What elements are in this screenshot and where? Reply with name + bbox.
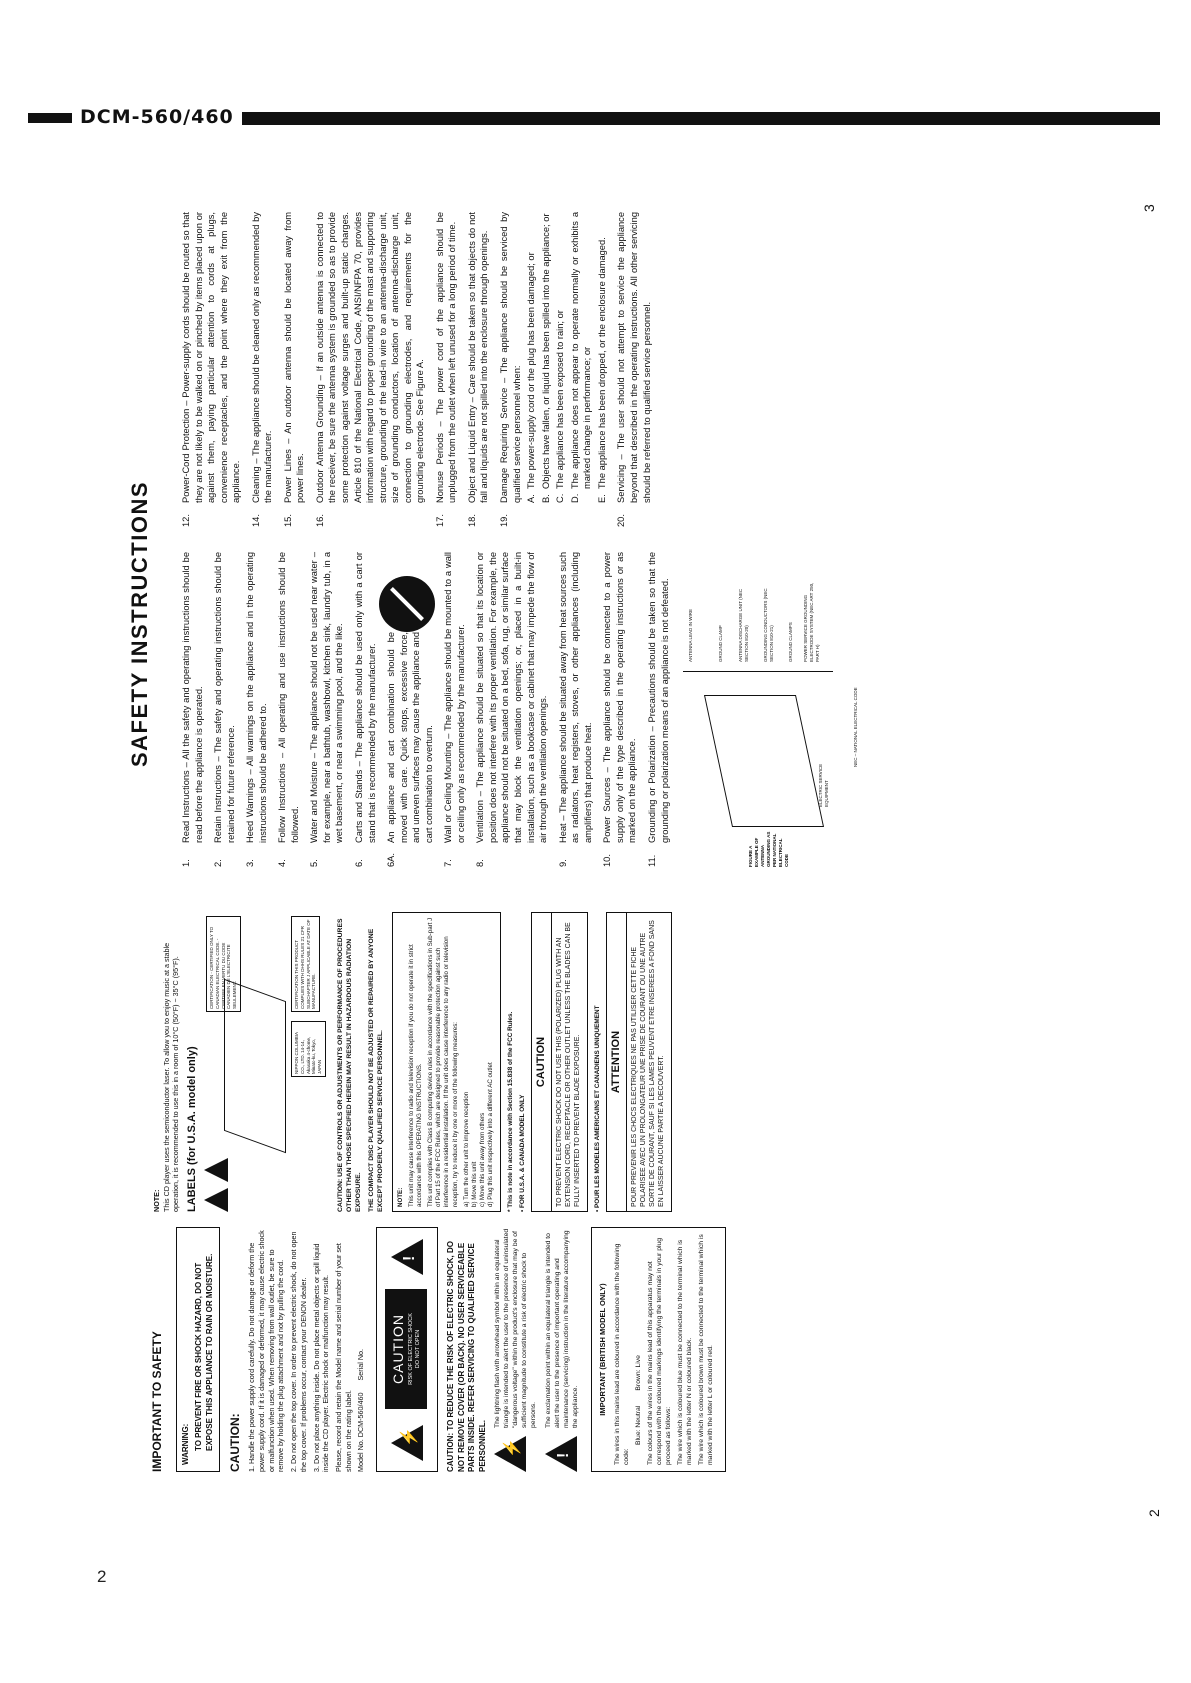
- british-title: IMPORTANT (BRITISH MODEL ONLY): [598, 1283, 608, 1416]
- lightning-explanation: [494, 1227, 539, 1472]
- safety-item: 6A. An appliance and cart combination should be moved with care. Quick stops, excessive force, and uneven surfaces may cause the appliance and cart combination to overturn.: [385, 552, 435, 867]
- safety-item: 20. Servicing – The user should not attempt to service the appliance beyond that described in the operating instructions. All other servicing should be referred to qualified service personnel.: [616, 212, 652, 527]
- important-title: IMPORTANT TO SAFETY: [150, 1331, 164, 1472]
- dhhs-label: CERTIFICATION THIS PRODUCT COMPLIES WITH DHHS RULES 21 CFR SUBCHAPTER J APPLICABLE AT DATE OF MANUFACTURE.: [291, 916, 321, 1012]
- safety-column-2: [180, 212, 660, 527]
- fcc-measure: d) Plug this unit respectively into a different AC outlet: [487, 1062, 495, 1207]
- caution-label-risk: RISK OF ELECTRIC SHOCK: [407, 1313, 414, 1385]
- french-attention-box: [606, 912, 671, 1212]
- fcc-measure: c) Move this unit away from others: [479, 1112, 487, 1207]
- damage-subitem: E. The appliance has been dropped, or the enclosure damaged.: [596, 237, 607, 503]
- fcc-measure: b) Move this unit: [471, 1161, 479, 1207]
- safety-item: 16. Outdoor Antenna Grounding – If an outside antenna is connected to the receiver, be sure the antenna system is grounded so as to provide some protection against voltage surges and built-up static charges. Article 810 of the National Electrical Code, ANSI/NFPA 70, provides information with regard to proper grounding of the mast and supporting structure, grounding of the lead-in wire to an antenna-discharge unit, size of grounding conductors, location of antenna-discharge unit, connection to grounding electrodes, and requirements for the grounding electrode. See Figure A.: [314, 212, 426, 527]
- exclamation-warning-icon: [204, 1158, 228, 1182]
- safety-item: 8. Ventilation – The appliance should be situated so that its location or position does not interfere with its proper ventilation. For example, the appliance should not be situated on a bed, sofa, rug, or similar surface that may block the ventilation openings; or, placed in a built-in installation, such as a bookcase or cabinet that may impede the flow of air through the ventilation openings.: [475, 552, 549, 867]
- caution-item: 3. Do not place anything inside. Do not place metal objects or spill liquid inside the CD player. Electric shock or malfunction may result.: [311, 1243, 331, 1472]
- damage-subitem: D. The appliance does not appear to operate normally or exhibits a marked change in performance; or: [569, 212, 593, 503]
- lightning-warning-icon: [204, 1188, 228, 1212]
- safety-item: 10. Power Sources – The appliance should be connected to a power supply only of the type described in the operating instructions or as marked on the appliance.: [602, 552, 638, 867]
- safety-item: 6. Carts and Stands – The appliance should be used only with a cart or stand that is recommended by the manufacturer.: [354, 552, 377, 867]
- header-bar-right: [242, 112, 1160, 125]
- labels-title: LABELS (for U.S.A. model only): [186, 1046, 199, 1212]
- figure-label: GROUNDING CONDUCTORS (NEC SECTION 810-21): [763, 588, 774, 662]
- fcc-note-title: NOTE:: [396, 1187, 404, 1207]
- figure-caption: FIGURE A EXAMPLE OF ANTENNA GROUNDING AS PER NATIONAL ELECTRICAL CODE: [748, 831, 789, 867]
- caution-label-do-not-open: DO NOT OPEN: [414, 1329, 421, 1369]
- warning-box: [176, 1227, 221, 1472]
- caution-item: 1. Handle the power supply cord carefully. Do not damage or deform the power supply cord. If it is damaged or deformed, it may cause electric shock or malfunction when used. When removing from wall outlet, be sure to remove by holding the plug attachment and not by pulling the cord.: [247, 1230, 286, 1472]
- figure-label: GROUND CLAMP: [718, 625, 724, 662]
- safety-item: 17. Nonuse Periods – The power cord of the appliance should be unplugged from the outlet when left unused for a long period of time.: [434, 212, 458, 527]
- antenna-grounding-figure: [678, 552, 868, 867]
- model-no: Model No. DCM-560/460: [356, 1392, 366, 1472]
- exclamation-text: The exclamation point within an equilateral triangle is intended to alert the user to the presence of important operating and maintenance (servicing) instruction in the literature accompanying the appliance.: [545, 1230, 580, 1428]
- lightning-warning-icon: ⚡: [391, 1425, 423, 1461]
- safety-item: 12. Power-Cord Protection – Power-supply cords should be routed so that they are not likely to be walked on or pinched by items placed upon or against them, paying particular attention to cords at plugs, convenience receptacles, and the point where they exit from the appliance.: [181, 212, 242, 527]
- player-label-diagram: [206, 912, 331, 1212]
- page-number-right: 3: [1141, 204, 1157, 212]
- exclamation-warning-icon: !: [545, 1436, 577, 1472]
- safety-list-1: [180, 552, 671, 867]
- exclamation-explanation: [545, 1227, 581, 1472]
- damage-subitem: C. The appliance has been exposed to rain; or: [555, 310, 566, 503]
- safety-item: 19. Damage Requiring Service – The appliance should be serviced by qualified service personnel when: A. The power-supply cord or the plug has been damaged; or B. Objects have fallen, or liquid has been spilled into the appliance; or C. The appliance has been exposed to rain; or D. The appliance does not appear to operate normally or exhibits a marked change in performance; or E. The appliance has been dropped, or the enclosure damaged.: [499, 212, 607, 527]
- figure-label: POWER SERVICE GROUNDING ELECTRODE SYSTEM (NEC ART 250, PART H): [803, 582, 820, 662]
- damage-subitem: A. The power-supply cord or the plug has been damaged; or: [526, 252, 537, 503]
- safety-item: 18. Object and Liquid Entry – Care should be taken so that objects do not fall and liquids are not spilled into the enclosure through openings.: [466, 212, 490, 527]
- certification-label: CERTIFICATION - CERTIFIED ONLY TO CANADIAN ELECTRICAL CODE. - CERTIFIE EN VERTU DU CODE CANADIEN DE L'ELECTRICITE SEULEMENT.: [206, 916, 242, 1012]
- french-title-text: POUR LES MODELES AMERICAINS ET CANADIENS UNIQUEMENT: [593, 1005, 601, 1208]
- british-p3: The wire which is coloured blue must be connected to the terminal which is marked with the letter N or coloured black.: [676, 1239, 693, 1465]
- safety-column-1: [180, 552, 868, 867]
- fcc-measure: a) Turn the other unit to improve reception: [462, 1091, 470, 1207]
- lightning-warning-icon: ⚡: [494, 1436, 526, 1472]
- shock-warning: CAUTION: TO REDUCE THE RISK OF ELECTRIC SHOCK, DO NOT REMOVE COVER (OR BACK). NO USER SERVICEABLE PARTS INSIDE. REFER SERVICING TO QUALIFIED SERVICE PERSONNEL.: [446, 1241, 487, 1472]
- antenna-mast: [683, 671, 833, 672]
- house-drawing: [704, 695, 824, 827]
- safety-item: 9. Heat – The appliance should be situated away from heat sources such as radiators, heat registers, stoves, or other appliances (including amplifiers) that produce heat.: [557, 552, 593, 867]
- damage-subitem: B. Objects have fallen, or liquid has been spilled into the appliance; or: [540, 213, 551, 503]
- caution-item: 2. Do not open the top cover. In order to prevent electric shock, do not open the top cover. If problems occur, contact your DENON dealer.: [289, 1231, 308, 1472]
- safety-item: 14. Cleaning – The appliance should be cleaned only as recommended by the manufacturer.: [250, 212, 274, 527]
- caution-sticker: [210, 1152, 234, 1212]
- manufacturer-label: NIPPON COLUMBIA CO., LTD. 14-14, Akasaka 4-chome, Minato-ku, Tokyo, JAPAN: [291, 1021, 327, 1077]
- us-canada-title-text: FOR U.S.A. & CANADA MODEL ONLY: [519, 1094, 527, 1208]
- fcc-compliance: * This is note in accordance with Section 15.838 of the FCC Rules.: [506, 1011, 514, 1212]
- laser-note: [152, 912, 181, 1212]
- serial-no: Serial No.: [356, 1348, 366, 1381]
- safety-item: 2. Retain Instructions – The safety and operating instructions should be retained for future reference.: [213, 552, 236, 867]
- header-bar-left: [28, 113, 72, 123]
- us-canada-caution-text: TO PREVENT ELECTRIC SHOCK DO NOT USE THIS (POLARIZED) PLUG WITH AN EXTENSION CORD, RECEPTACLE OR OTHER OUTLET UNLESS THE BLADES CAN BE FULLY INSERTED TO PREVENT BLADE EXPOSURE.: [556, 922, 582, 1207]
- lightning-text: The lightning flash with arrowhead symbol within an equilateral triangle is intended to alert the user to the presence of uninsulated "dangerous voltage" within the product's enclosure that may be of sufficient magnitude to constitute a risk of electric shock to persons.: [494, 1228, 538, 1428]
- caution-title: CAUTION:: [228, 1413, 243, 1472]
- note-text: This CD player uses the semiconductor laser. To allow you to enjoy music at a stable operation, it is recommended to use this in a room of 10°C (50°F) ~ 35°C (95°F).: [161, 942, 181, 1212]
- figure-label: ELECTRIC SERVICE EQUIPMENT: [818, 763, 829, 807]
- record-note: Please, record and retain the Model name and serial number of your set shown on the rating label.: [334, 1243, 353, 1472]
- safety-item: 5. Water and Moisture – The appliance should not be used near water – for example, near a bathtub, washbowl, kitchen sink, laundry tub, in a wet basement, or near a swimming pool, and the like.: [309, 552, 345, 867]
- warning-title: WARNING:: [180, 1423, 190, 1465]
- british-p2: The colours of the wires in the mains lead of this apparatus may not correspond with the coloured markings identifying the terminals in your plug proceed as follows:: [646, 1237, 672, 1465]
- french-attention-title: ATTENTION: [607, 913, 627, 1211]
- fcc-note-box: [392, 912, 501, 1212]
- fcc-note-p1: This unit may cause interference to radio and television reception if you do not operate it in strict accordance with this OPERATING INSTRUCTIONS.: [407, 944, 423, 1207]
- model-title: DCM-560/460: [80, 106, 234, 128]
- safety-item: 15. Power Lines – An outdoor antenna should be located away from power lines.: [282, 212, 306, 527]
- safety-instructions-title: SAFETY INSTRUCTIONS: [127, 480, 152, 767]
- safety-item: 1. Read Instructions – All the safety and operating instructions should be read before the appliance is operated.: [181, 552, 204, 867]
- page-number-left: 2: [1146, 1509, 1162, 1517]
- french-attention-text: POUR PREVENIR LES CHOCS ELECTRIQUES NE PAS UTILISER CETTE FICHE POLARISEE AVEC UN PROLONGATEUR UNE PRISE DE COURANT OU UNE AUTRE SORTIE DE COURANT, SAUF SI LES LAMES PEUVENT ETRE INSEREES A FOND SANS EN LAISSER AUCUNE PARTIE A DECOUVERT.: [630, 920, 666, 1207]
- us-canada-caution-title: CAUTION: [532, 913, 552, 1211]
- british-model-box: [591, 1227, 726, 1472]
- controls-caution: CAUTION: USE OF CONTROLS OR ADJUSTMENTS OR PERFORMANCE OF PROCEDURES OTHER THAN THOSE SPECIFIED HEREIN MAY RESULT IN HAZARDOUS RADIATION EXPOSURE.: [336, 918, 362, 1212]
- safety-item: 11. Grounding or Polarization – Precautions should be taken so that the grounding or polarization means of an appliance is not defeated.: [646, 552, 670, 867]
- british-p1: The wires in this mains lead are coloured in accordance with the following code:: [614, 1243, 630, 1465]
- british-p4: The wire which is coloured brown must be connected to the terminal which is marked with the letter L or coloured red.: [697, 1234, 714, 1465]
- warning-text: TO PREVENT FIRE OR SHOCK HAZARD, DO NOT EXPOSE THIS APPLIANCE TO RAIN OR MOISTURE.: [194, 1253, 214, 1451]
- exclamation-warning-icon: !: [391, 1239, 423, 1275]
- safety-item: 3. Heed Warnings – All warnings on the appliance and in the operating instructions should be adhered to.: [245, 552, 268, 867]
- outer-page-number: 2: [97, 1567, 107, 1586]
- figure-label: ANTENNA LEAD IN WIRE: [688, 608, 694, 662]
- us-canada-title: • FOR U.S.A. & CANADA MODEL ONLY: [519, 1094, 527, 1212]
- important-safety-column: [150, 1227, 726, 1472]
- note-title: NOTE:: [152, 1189, 161, 1212]
- safety-item: 4. Follow Instructions – All operating and use instructions should be followed.: [277, 552, 300, 867]
- rotated-spread: [100, 167, 1191, 1527]
- cart-warning-icon: [379, 576, 435, 632]
- caution-symbol-panel: [376, 1227, 438, 1472]
- safety-item: 7. Wall or Ceiling Mounting – The appliance should be mounted to a wall or ceiling only as recommended by the manufacturer.: [443, 552, 466, 867]
- fcc-note-p2: This unit complies with Class B computing device rules in accordance with the specifications in Sub-part J of Part 15 of the FCC Rules, which are designed to provide reasonable protection against such interference in a residential installation. If the unit does cause interference to any radio or television reception, try to reduce it by one or more of the following measures:: [427, 917, 459, 1207]
- repair-caution: THE COMPACT DISC PLAYER SHOULD NOT BE ADJUSTED OR REPAIRED BY ANYONE EXCEPT PROPERLY QUALIFIED SERVICE PERSONNEL.: [367, 928, 384, 1212]
- figure-label: GROUND CLAMPS: [788, 622, 794, 662]
- us-canada-caution-box: [531, 912, 587, 1212]
- caution-label-big: CAUTION: [390, 1314, 407, 1384]
- figure-label: NEC – NATIONAL ELECTRICAL CODE: [853, 687, 859, 767]
- french-title: • POUR LES MODELES AMERICAINS ET CANADIENS UNIQUEMENT: [593, 1005, 601, 1212]
- caution-list: [247, 1227, 366, 1472]
- caution-label: [385, 1289, 427, 1409]
- labels-column: [152, 912, 678, 1212]
- figure-label: ANTENNA DISCHARGE UNIT (NEC SECTION 810-20): [738, 588, 749, 662]
- safety-list-2: [180, 212, 653, 527]
- british-code: Blue: Neutral Brown: Live: [634, 1355, 642, 1445]
